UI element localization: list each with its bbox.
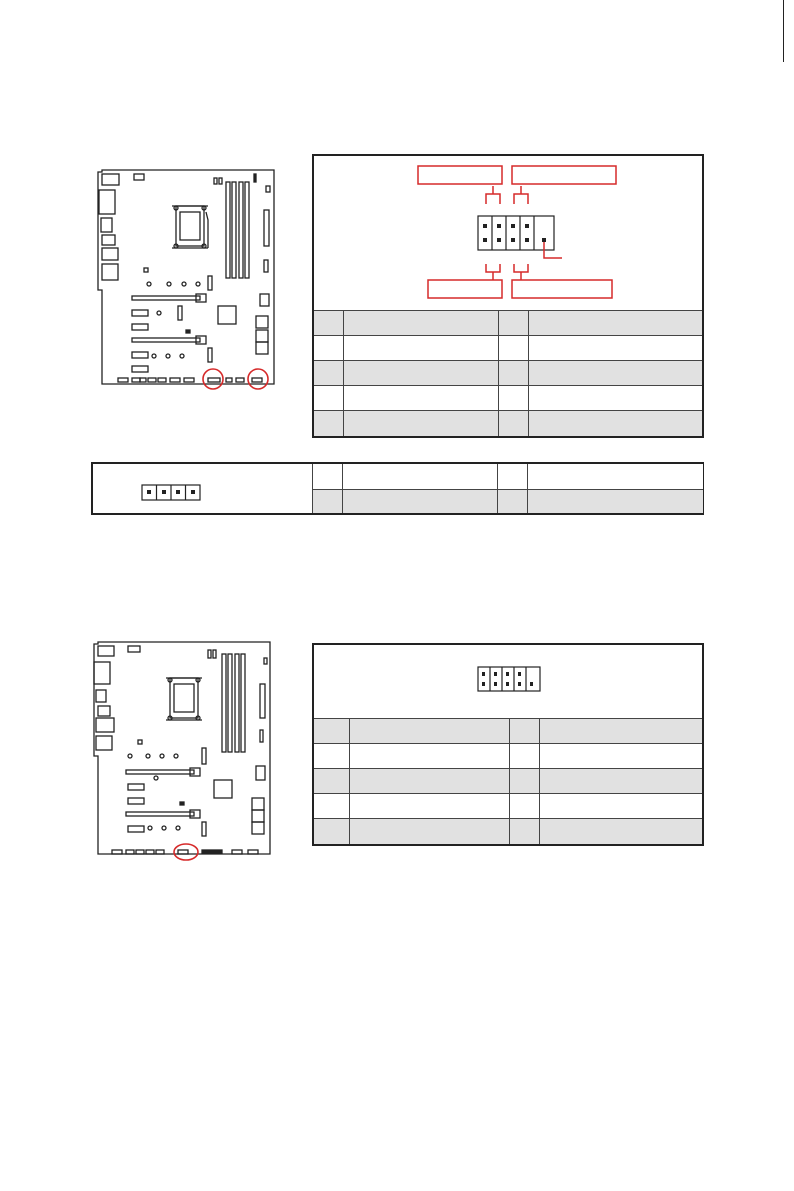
- cell: [539, 794, 702, 819]
- cell: [509, 719, 539, 744]
- cell: [343, 464, 498, 489]
- highlight-usb-header-2: [248, 369, 268, 389]
- cell: [349, 719, 509, 744]
- cell: [498, 489, 528, 513]
- cell: [343, 411, 498, 436]
- cell: [498, 386, 528, 411]
- crop-mark: [783, 0, 784, 62]
- four-pin-connector: [141, 484, 203, 502]
- cell: [313, 489, 343, 513]
- usb-header-pin-table: [314, 310, 702, 436]
- cell: [349, 769, 509, 794]
- cell: [343, 489, 498, 513]
- cell: [498, 336, 528, 361]
- cell: [498, 464, 528, 489]
- cell: [343, 361, 498, 386]
- cell: [349, 819, 509, 844]
- cell: [498, 311, 528, 336]
- cell: [314, 311, 343, 336]
- cell: [539, 719, 702, 744]
- cell: [314, 794, 349, 819]
- usb-header-pin-diagram: [314, 156, 702, 312]
- cell: [539, 769, 702, 794]
- cell: [498, 411, 528, 436]
- cell: [314, 336, 343, 361]
- cell: [509, 794, 539, 819]
- cell: [528, 311, 702, 336]
- cell: [343, 336, 498, 361]
- motherboard-diagram-top: [94, 160, 284, 396]
- cell: [509, 744, 539, 769]
- cell: [314, 411, 343, 436]
- cell: [313, 464, 343, 489]
- cell: [314, 744, 349, 769]
- cell: [314, 819, 349, 844]
- cell: [343, 386, 498, 411]
- small-connector-panel: [91, 462, 704, 515]
- cell: [528, 489, 703, 513]
- cell: [498, 361, 528, 386]
- small-connector-pin-table: [312, 464, 703, 513]
- cell: [314, 361, 343, 386]
- cell: [343, 311, 498, 336]
- cell: [539, 744, 702, 769]
- second-header-panel: [312, 643, 704, 846]
- cell: [314, 719, 349, 744]
- second-header-pin-table: [314, 718, 702, 844]
- cell: [314, 386, 343, 411]
- cell: [528, 411, 702, 436]
- cell: [528, 361, 702, 386]
- cell: [349, 794, 509, 819]
- cell: [528, 464, 703, 489]
- motherboard-diagram-bottom: [88, 632, 278, 864]
- cell: [509, 819, 539, 844]
- cell: [528, 386, 702, 411]
- cell: [509, 769, 539, 794]
- cell: [349, 744, 509, 769]
- usb-header-panel: [312, 154, 704, 438]
- cell: [528, 336, 702, 361]
- header-pin-diagram: [476, 665, 544, 693]
- cell: [314, 769, 349, 794]
- cell: [539, 819, 702, 844]
